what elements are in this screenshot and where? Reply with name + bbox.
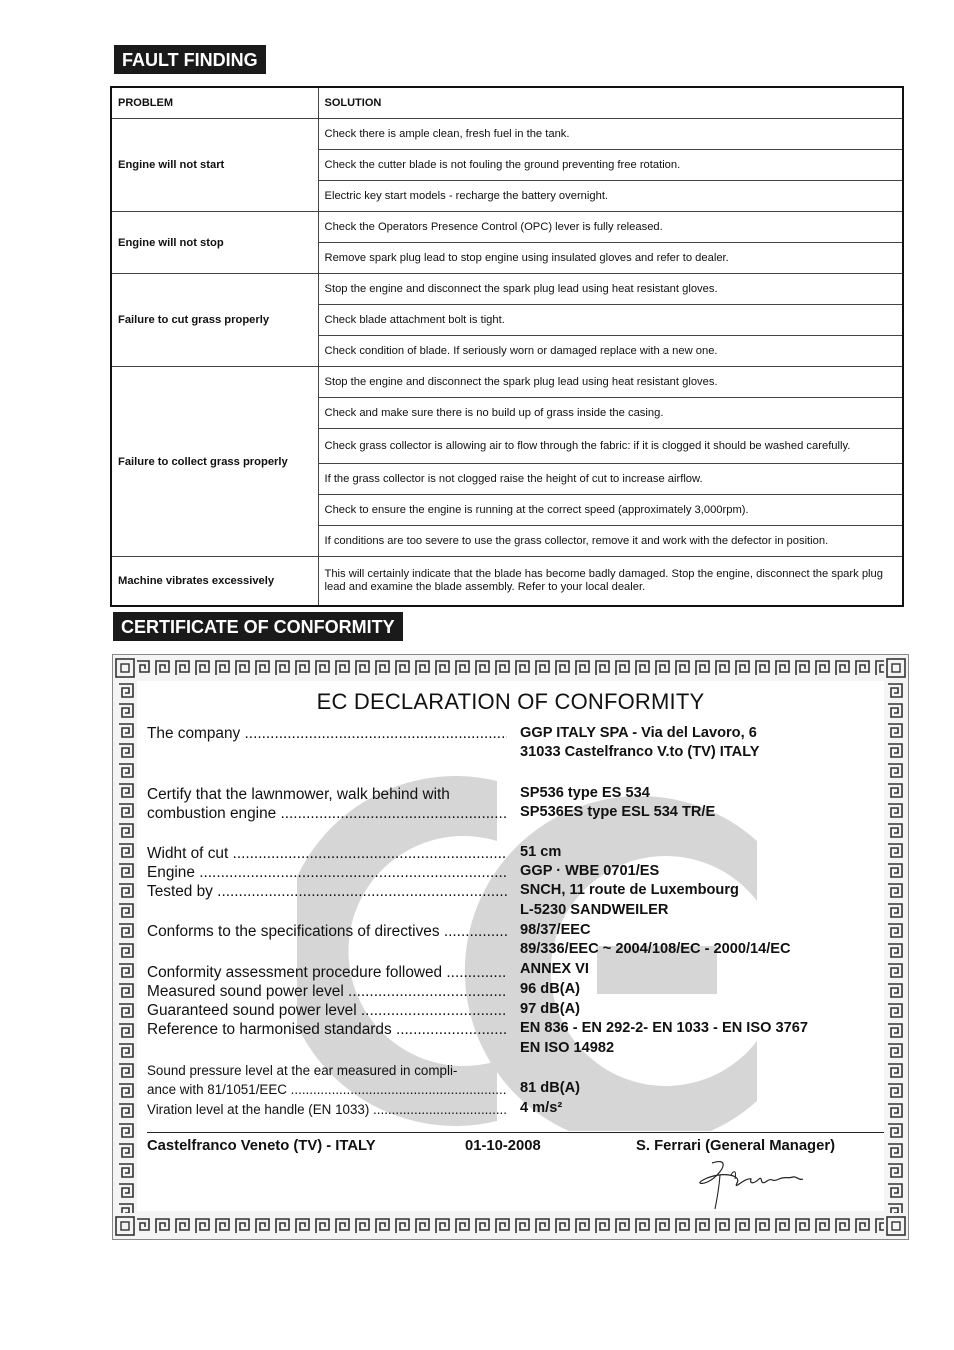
problem-header: PROBLEM bbox=[111, 87, 318, 119]
standards-value-line2: EN ISO 14982 bbox=[520, 1040, 615, 1056]
solution-header: SOLUTION bbox=[318, 87, 903, 119]
tested-label: Tested by ..... bbox=[147, 882, 507, 902]
company-address-line2: 31033 Castelfranco V.to (TV) ITALY bbox=[520, 744, 760, 760]
tested-value-line1: SNCH, 11 route de Luxembourg bbox=[520, 882, 739, 898]
certificate-body bbox=[137, 681, 884, 1211]
solution-cell: If the grass collector is not clogged raise the height of cut to increase airflow. bbox=[318, 464, 903, 495]
sound-pressure-label-line2: ance with 81/1051/EEC ..... bbox=[147, 1080, 507, 1100]
directives-value-line2: 89/336/EEC ~ 2004/108/EC - 2000/14/EC bbox=[520, 941, 791, 957]
measured-sound-value: 96 dB(A) bbox=[520, 981, 580, 997]
guaranteed-sound-value: 97 dB(A) bbox=[520, 1001, 580, 1017]
problem-cell: Engine will not start bbox=[111, 119, 318, 212]
solution-cell: If conditions are too severe to use the grass collector, remove it and work with the defector in position. bbox=[318, 526, 903, 557]
solution-cell: Electric key start models - recharge the battery overnight. bbox=[318, 181, 903, 212]
problem-cell: Engine will not stop bbox=[111, 212, 318, 274]
solution-cell: Check there is ample clean, fresh fuel in the tank. bbox=[318, 119, 903, 150]
issue-date: 01-10-2008 bbox=[465, 1138, 541, 1154]
guaranteed-sound-label: Guaranteed sound power level ..... bbox=[147, 1001, 507, 1021]
directives-value-line1: 98/37/EEC bbox=[520, 922, 591, 938]
ec-declaration-certificate bbox=[112, 654, 909, 1240]
signatory-name: S. Ferrari (General Manager) bbox=[636, 1138, 836, 1154]
solution-cell: Check grass collector is allowing air to flow through the fabric: if it is clogged it should be washed carefully. bbox=[318, 429, 903, 464]
solution-cell: Check to ensure the engine is running at the correct speed (approximately 3,000rpm). bbox=[318, 495, 903, 526]
solution-cell: Check the Operators Presence Control (OPC) lever is fully released. bbox=[318, 212, 903, 243]
place-of-issue: Castelfranco Veneto (TV) - ITALY bbox=[147, 1138, 376, 1154]
handwritten-signature bbox=[687, 1153, 807, 1213]
table-header-row bbox=[111, 87, 903, 119]
problem-cell: Machine vibrates excessively bbox=[111, 557, 318, 607]
model-line2: SP536ES type ESL 534 TR/E bbox=[520, 804, 716, 820]
table-row bbox=[111, 119, 903, 150]
sound-pressure-value: 81 dB(A) bbox=[520, 1080, 580, 1096]
engine-label: Engine ..... bbox=[147, 863, 507, 883]
solution-cell: Check and make sure there is no build up of grass inside the casing. bbox=[318, 398, 903, 429]
width-label: Widht of cut ..... bbox=[147, 844, 507, 864]
vibration-label: Viration level at the handle (EN 1033) ..... bbox=[147, 1100, 507, 1120]
fault-finding-heading: FAULT FINDING bbox=[114, 45, 266, 74]
tested-value-line2: L-5230 SANDWEILER bbox=[520, 902, 669, 918]
table-row bbox=[111, 212, 903, 243]
solution-cell: Check blade attachment bolt is tight. bbox=[318, 305, 903, 336]
table-row bbox=[111, 274, 903, 305]
certificate-heading: CERTIFICATE OF CONFORMITY bbox=[113, 612, 403, 641]
procedure-value: ANNEX VI bbox=[520, 961, 589, 977]
standards-label: Reference to harmonised standards ..... bbox=[147, 1020, 507, 1040]
solution-cell: Remove spark plug lead to stop engine using insulated gloves and refer to dealer. bbox=[318, 243, 903, 274]
solution-cell: Check the cutter blade is not fouling the ground preventing free rotation. bbox=[318, 150, 903, 181]
company-label: The company ..... bbox=[147, 724, 507, 744]
greek-key-border-bottom bbox=[113, 1215, 908, 1237]
model-line1: SP536 type ES 534 bbox=[520, 785, 650, 801]
procedure-label: Conformity assessment procedure followed ..... bbox=[147, 963, 507, 983]
table-row bbox=[111, 367, 903, 398]
fault-finding-table bbox=[110, 86, 904, 607]
certify-label-line1: Certify that the lawnmower, walk behind with bbox=[147, 786, 450, 803]
width-value: 51 cm bbox=[520, 844, 562, 860]
signature-divider bbox=[147, 1132, 884, 1133]
certificate-title: EC DECLARATION OF CONFORMITY bbox=[316, 689, 705, 714]
problem-cell: Failure to collect grass properly bbox=[111, 367, 318, 557]
solution-cell: This will certainly indicate that the blade has become badly damaged. Stop the engine, disconnect the spark plug lead and examine the blade assembly. Refer to your local dealer. bbox=[318, 557, 903, 607]
table-row bbox=[111, 557, 903, 607]
greek-key-border-left bbox=[115, 681, 137, 1213]
sound-pressure-label-line1: Sound pressure level at the ear measured in compli- bbox=[147, 1063, 458, 1078]
engine-value: GGP · WBE 0701/ES bbox=[520, 863, 660, 879]
measured-sound-label: Measured sound power level ..... bbox=[147, 982, 507, 1002]
certify-label-line2: combustion engine ..... bbox=[147, 804, 507, 824]
solution-cell: Stop the engine and disconnect the spark plug lead using heat resistant gloves. bbox=[318, 367, 903, 398]
greek-key-border-right bbox=[884, 681, 906, 1213]
company-address-line1: GGP ITALY SPA - Via del Lavoro, 6 bbox=[520, 725, 757, 741]
standards-value-line1: EN 836 - EN 292-2- EN 1033 - EN ISO 3767 bbox=[520, 1020, 808, 1036]
directives-label: Conforms to the specifications of directives ..... bbox=[147, 922, 507, 942]
vibration-value: 4 m/s² bbox=[520, 1100, 563, 1116]
greek-key-border-top bbox=[113, 657, 908, 679]
solution-cell: Check condition of blade. If seriously worn or damaged replace with a new one. bbox=[318, 336, 903, 367]
solution-cell: Stop the engine and disconnect the spark plug lead using heat resistant gloves. bbox=[318, 274, 903, 305]
problem-cell: Failure to cut grass properly bbox=[111, 274, 318, 367]
